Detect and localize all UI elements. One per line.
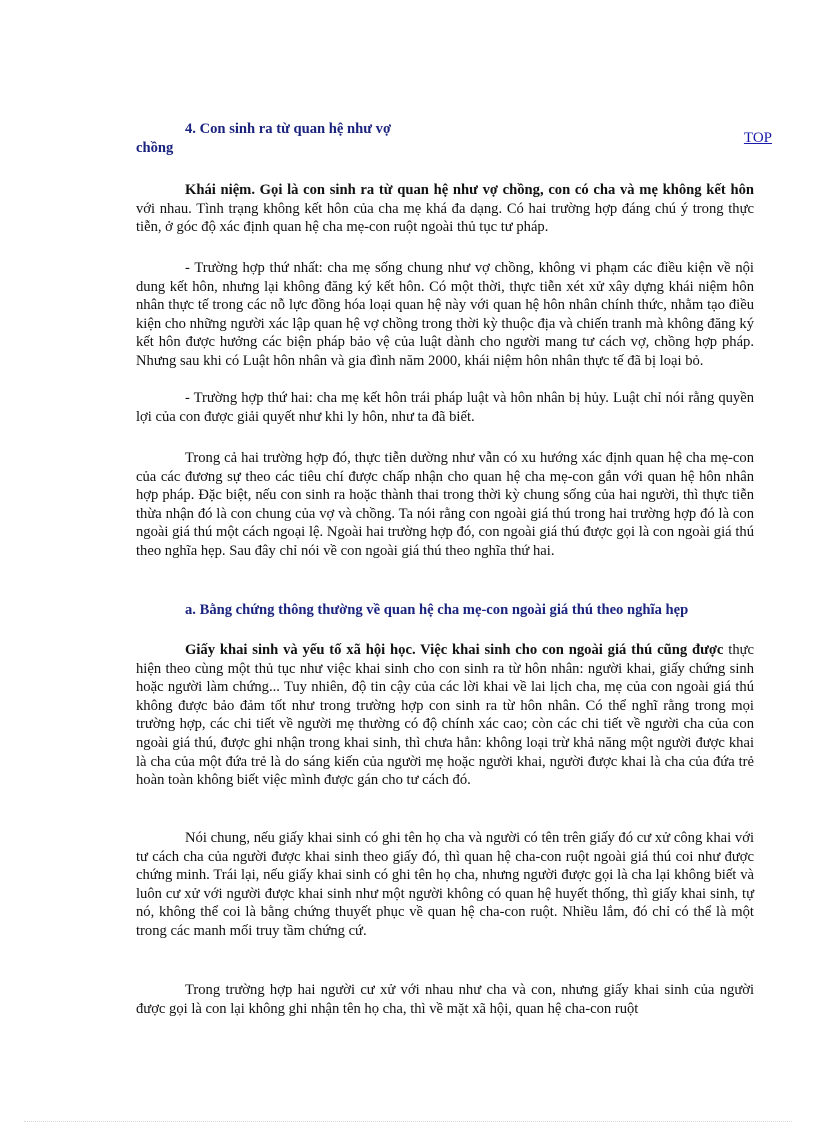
paragraph-general: Nói chung, nếu giấy khai sinh có ghi tên họ cha và người có tên trên giấy đó cư xử công khai với tư cách cha của người được khai sinh theo giấy đó, thì quan hệ cha-con ruột ngoài giá thú coi như được chứng minh. Trái lại, nếu giấy khai sinh có ghi tên họ cha, nhưng người được gọi là cha lại không biết và luôn cư xử với người được khai sinh như một người không có quan hệ huyết thống, thì giấy khai sinh, tự nó, không thể coi là bằng chứng thuyết phục về quan hệ cha-con ruột. Nhiều lắm, đó chỉ có thể là một trong các manh mối truy tầm chứng cứ. — [136, 830, 754, 939]
subsection-heading: a. Bằng chứng thông thường về quan hệ cha mẹ-con ngoài giá thú theo nghĩa hẹp — [185, 602, 689, 618]
section-heading — [136, 120, 456, 158]
page-bottom-divider — [24, 1121, 792, 1122]
concept-text: với nhau. Tình trạng không kết hôn của cha mẹ khá đa dạng. Có hai trường hợp đáng chú ý trong thực tiễn, ở góc độ xác định quan hệ cha mẹ-con ruột ngoài thủ tục tư pháp. — [136, 200, 754, 236]
section-heading-row — [136, 120, 772, 160]
paragraph-behaviour: Trong trường hợp hai người cư xử với nhau như cha và con, nhưng giấy khai sinh của người được gọi là con lại không ghi nhận tên họ cha, thì về mặt xã hội, quan hệ cha-con ruột — [136, 982, 754, 1017]
top-link[interactable]: TOP — [743, 130, 772, 146]
paragraph-practice: Trong cả hai trường hợp đó, thực tiễn dường như vẫn có xu hướng xác định quan hệ cha mẹ-con của các đương sự theo các tiêu chí được chấp nhận cho quan hệ cha mẹ-con gắn với quan hệ hôn nhân hợp pháp. Đặc biệt, nếu con sinh ra hoặc thành thai trong thời kỳ chung sống của hai người, thì thực tiễn thừa nhận đó là con chung của vợ và chồng. Ta nói rằng con ngoài giá thú trong hai trường hợp đó là con ngoài giá thú một cách ngoại lệ. Ngoài hai trường hợp đó, con ngoài giá thú được gọi là con ngoài giá thú theo nghĩa hẹp. Sau đây chỉ nói về con ngoài giá thú theo nghĩa thứ hai. — [136, 450, 754, 559]
section-heading-line1: 4. Con sinh ra từ quan hệ như vợ — [185, 121, 392, 137]
paragraph-birth-certificate — [136, 641, 754, 790]
paragraph-case-one: - Trường hợp thứ nhất: cha mẹ sống chung như vợ chồng, không vi phạm các điều kiện về nội dung kết hôn, nhưng lại không đăng ký kết hôn. Có một thời, thực tiễn xét xử xây dựng khái niệm hôn nhân thực tế trong các nỗ lực đồng hóa loại quan hệ này với quan hệ hôn nhân chính thức, nhằm tạo điều kiện cho những người xác lập quan hệ vợ chồng trong thời kỳ thuộc địa và chiến tranh mà không đăng ký kết hôn được hưởng các biện pháp bảo vệ của luật dành cho người mang tư cách vợ, chồng hợp pháp. Nhưng sau khi có Luật hôn nhân và gia đình năm 2000, khái niệm hôn nhân thực tế đã bị loại bỏ. — [136, 260, 754, 369]
birth-certificate-text: thực hiện theo cùng một thủ tục như việc khai sinh cho con sinh ra từ hôn nhân: người khai, giấy chứng sinh hoặc người làm chứng... Tuy nhiên, độ tin cậy của các lời khai về lai lịch cha, mẹ của con ngoài giá thú không được bảo đảm tốt như trong trường hợp con sinh ra từ hôn nhân. Có thể nghĩ rằng trong mọi trường hợp, các chi tiết về người mẹ thường có độ chính xác cao; còn các chi tiết về người cha của con ngoài giá thú, được ghi nhận trong khai sinh, thì chưa hẳn: không loại trừ khả năng một người được khai là cha của một đứa trẻ là do sáng kiến của người mẹ hoặc người khai, người được khai là cha của đứa trẻ hoàn toàn không biết việc mình được gán cho tư cách đó. — [136, 642, 755, 789]
birth-certificate-bold-lead: Giấy khai sinh và yếu tố xã hội học. Việc khai sinh cho con ngoài giá thú cũng được — [185, 642, 724, 658]
paragraph-case-two: - Trường hợp thứ hai: cha mẹ kết hôn trái pháp luật và hôn nhân bị hủy. Luật chỉ nói rằng quyền lợi của con được giải quyết như khi ly hôn, như ta đã biết. — [136, 390, 754, 425]
concept-bold-lead: Khái niệm. Gọi là con sinh ra từ quan hệ như vợ chồng, con có cha và mẹ không kết hôn — [185, 182, 754, 198]
section-heading-line2: chồng — [136, 140, 174, 156]
paragraph-concept — [136, 181, 754, 237]
